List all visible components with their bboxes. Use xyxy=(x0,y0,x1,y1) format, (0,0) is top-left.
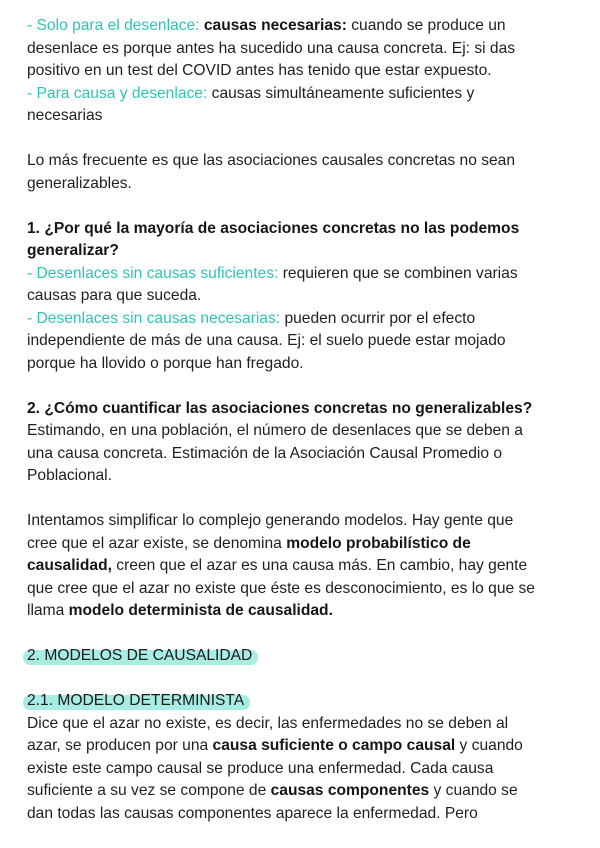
list-label: - Solo para el desenlace: xyxy=(27,17,200,34)
text-line xyxy=(27,600,577,623)
list-label: - Desenlaces sin causas suficientes: xyxy=(27,264,279,282)
text-line: necesarias xyxy=(27,107,103,124)
text-line xyxy=(27,555,577,578)
document-page xyxy=(27,15,577,825)
text-line xyxy=(27,83,577,106)
bold-term: causa suficiente o campo causal xyxy=(212,737,456,754)
text-line: dan todas las causas componentes aparece la enfermedad. Pero xyxy=(27,804,478,822)
text-line: Poblacional. xyxy=(27,467,112,484)
list-label: - Para causa y desenlace: xyxy=(27,84,208,102)
text-run: y cuando se xyxy=(433,782,518,799)
bold-term: causas necesarias: xyxy=(203,17,347,34)
text-run: causas simultáneamente suficientes y xyxy=(211,84,475,102)
text-run: y cuando xyxy=(459,737,523,754)
text-run: requieren que se combinen varias xyxy=(282,264,518,282)
text-run: cree que el azar existe, se denomina xyxy=(27,534,282,552)
text-line: causas para que suceda. xyxy=(27,287,202,304)
bold-term: modelo probabilístico de xyxy=(286,534,471,552)
subsection-heading-row xyxy=(27,690,577,713)
text-line: Dice que el azar no existe, es decir, las enfermedades no se deben al xyxy=(27,714,509,732)
text-line: Intentamos simplificar lo complejo generando modelos. Hay gente que xyxy=(27,512,514,529)
text-line: positivo en un test del COVID antes has tenido que estar expuesto. xyxy=(27,62,492,79)
text-line: una causa concreta. Estimación de la Asociación Causal Promedio o xyxy=(27,444,503,462)
bold-term: modelo determinista de causalidad. xyxy=(68,602,333,619)
question-title: 1. ¿Por qué la mayoría de asociaciones concretas no las podemos xyxy=(27,219,520,237)
section-heading-row xyxy=(27,645,577,668)
text-run: creen que el azar es una causa más. En cambio, hay gente xyxy=(116,557,528,574)
text-line xyxy=(27,308,577,331)
text-line: independiente de más de una causa. Ej: el suelo puede estar mojado xyxy=(27,332,506,349)
text-run: pueden ocurrir por el efecto xyxy=(284,309,476,327)
question-title: 2. ¿Cómo cuantificar las asociaciones concretas no generalizables? xyxy=(27,399,533,417)
question-title: generalizar? xyxy=(27,242,119,259)
text-run: llama xyxy=(27,602,65,619)
section-heading: 2. MODELOS DE CAUSALIDAD xyxy=(25,645,255,668)
text-line xyxy=(27,15,577,38)
text-line xyxy=(27,735,577,758)
text-run: cuando se produce un xyxy=(351,17,506,34)
text-line: generalizables. xyxy=(27,174,132,192)
list-label: - Desenlaces sin causas necesarias: xyxy=(27,309,281,327)
bold-term: causas componentes xyxy=(270,782,430,799)
text-line: porque ha llovido o porque han fregado. xyxy=(27,354,304,372)
text-line: desenlace es porque antes ha sucedido una causa concreta. Ej: si das xyxy=(27,39,516,57)
text-line xyxy=(27,263,577,286)
text-line: Lo más frecuente es que las asociaciones causales concretas no sean xyxy=(27,152,516,169)
text-run: suficiente a su vez se compone de xyxy=(27,782,267,799)
text-line xyxy=(27,533,577,556)
bold-term: causalidad, xyxy=(27,557,112,574)
text-line: Estimando, en una población, el número de desenlaces que se deben a xyxy=(27,422,523,439)
text-line: existe este campo causal se produce una enfermedad. Cada causa xyxy=(27,759,494,777)
text-run: azar, se producen por una xyxy=(27,737,209,754)
text-line xyxy=(27,780,577,803)
subsection-heading: 2.1. MODELO DETERMINISTA xyxy=(25,690,247,713)
text-line: que cree que el azar no existe que éste es desconocimiento, es lo que se xyxy=(27,579,535,597)
